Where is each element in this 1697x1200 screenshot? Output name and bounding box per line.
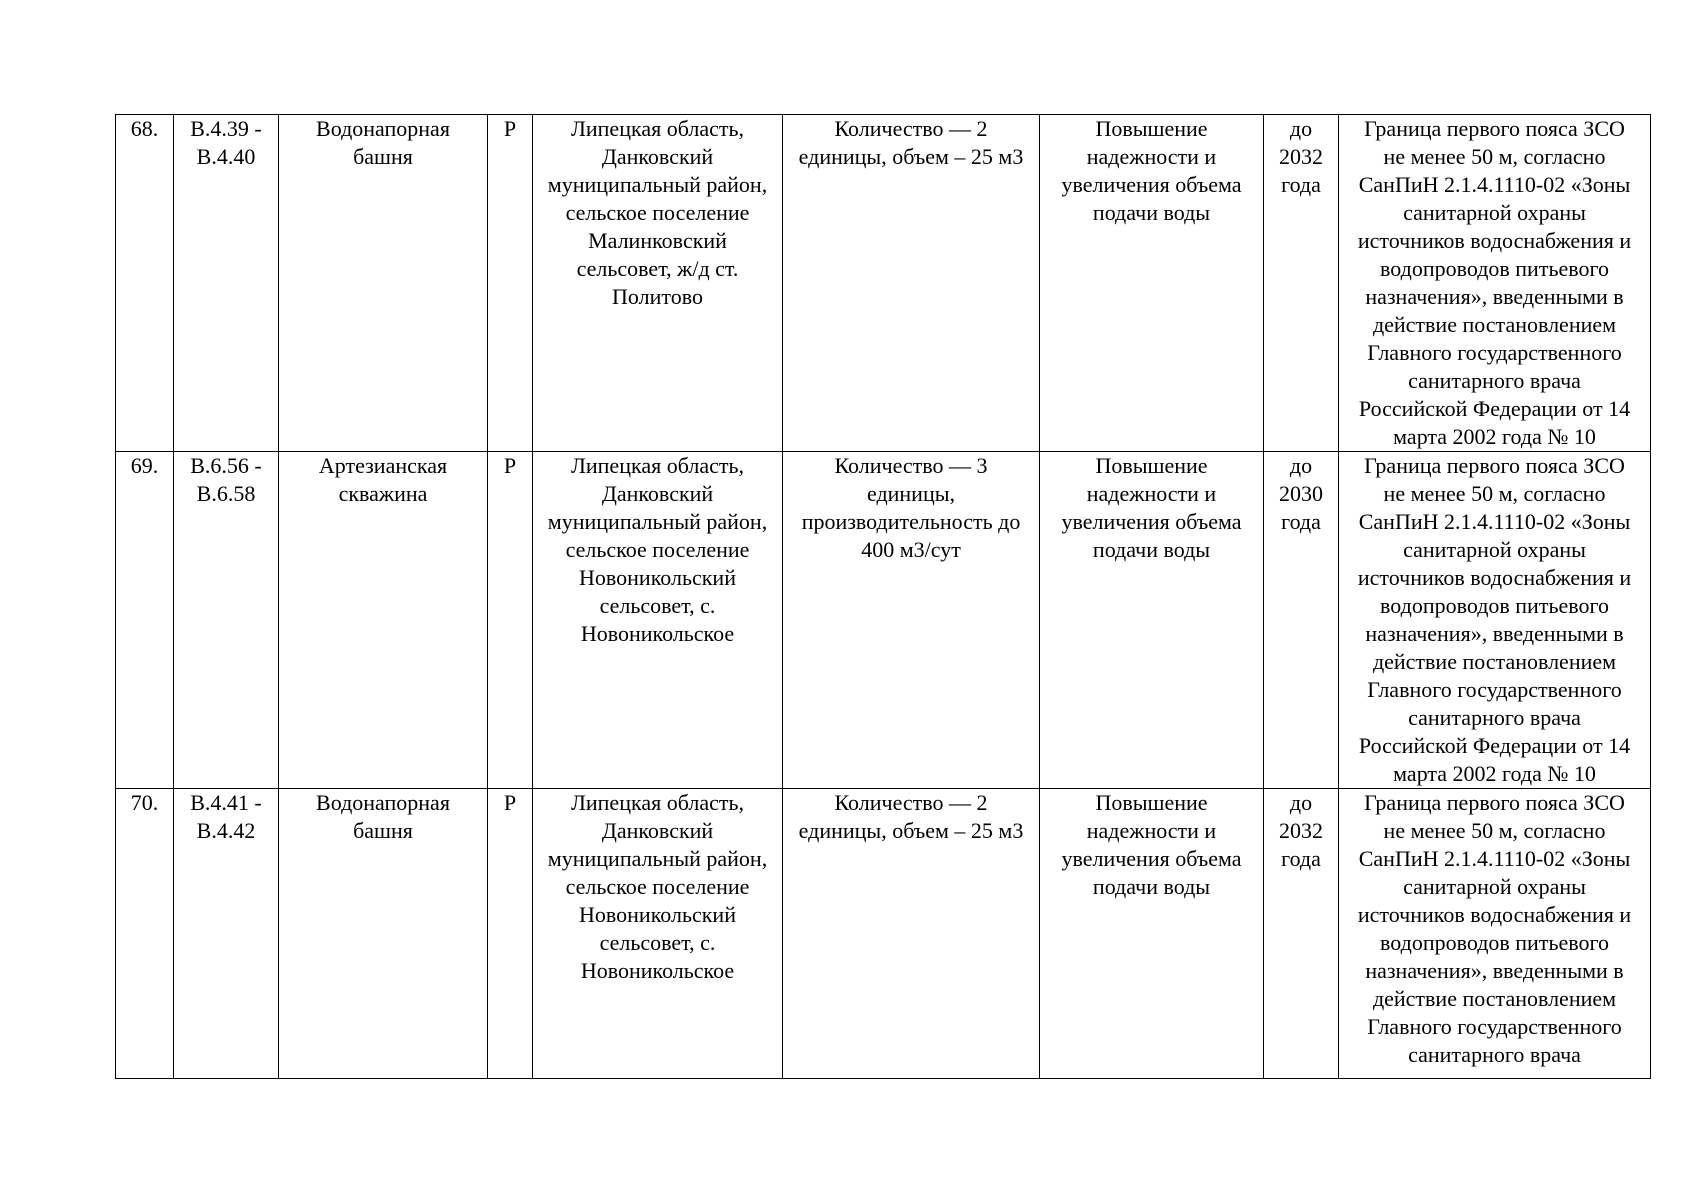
term-line: до (1289, 453, 1313, 478)
object-name-cell (279, 115, 488, 452)
purpose-line: увеличения объема (1061, 509, 1242, 534)
zone-line: назначения», введенными в (1365, 284, 1624, 309)
location-line: Политово (612, 284, 703, 309)
purpose-line: надежности и (1086, 481, 1217, 506)
location-line: Липецкая область, (570, 116, 745, 141)
purpose-line: подачи воды (1092, 200, 1211, 225)
location-line: Липецкая область, (570, 790, 745, 815)
characteristics-line: единицы, объем – 25 м3 (798, 818, 1024, 843)
zone-line: источников водоснабжения и (1357, 565, 1632, 590)
location-line: сельское поселение (565, 874, 750, 899)
object-name-line: башня (353, 144, 413, 169)
object-code-line: В.4.42 (196, 818, 256, 843)
row-number-cell (116, 452, 174, 789)
row-number-text: 68. (130, 116, 159, 141)
zone-line: водопроводов питьевого (1380, 256, 1609, 281)
object-code-cell (174, 789, 279, 1079)
location-line: муниципальный район, (547, 509, 768, 534)
location-line: Данковский (601, 818, 714, 843)
term-line: 2032 (1279, 818, 1323, 843)
object-name-line: Водонапорная (316, 790, 450, 815)
location-line: сельсовет, с. (599, 593, 716, 618)
purpose-cell (1040, 452, 1264, 789)
zone-line: источников водоснабжения и (1357, 902, 1632, 927)
zone-line: СанПиН 2.1.4.1110-02 «Зоны (1358, 509, 1631, 534)
term-line: года (1281, 509, 1321, 534)
table-row (116, 789, 1651, 1079)
status-text: Р (503, 116, 517, 141)
purpose-line: подачи воды (1092, 537, 1211, 562)
zone-line: Граница первого пояса ЗСО (1364, 790, 1625, 815)
zone-line: водопроводов питьевого (1380, 930, 1609, 955)
location-line: Данковский (601, 481, 714, 506)
location-line: муниципальный район, (547, 172, 768, 197)
term-line: до (1289, 116, 1313, 141)
object-name-line: скважина (338, 481, 428, 506)
zone-line: не менее 50 м, согласно (1383, 818, 1606, 843)
zone-line: не менее 50 м, согласно (1383, 144, 1606, 169)
zone-line: не менее 50 м, согласно (1383, 481, 1606, 506)
object-name-line: Водонапорная (316, 116, 450, 141)
table-row (116, 452, 1651, 789)
location-line: сельское поселение (565, 200, 750, 225)
zone-cell (1339, 789, 1651, 1079)
row-number-text: 69. (130, 453, 159, 478)
zone-line: водопроводов питьевого (1380, 593, 1609, 618)
location-line: Липецкая область, (570, 453, 745, 478)
term-cell (1264, 789, 1339, 1079)
location-line: муниципальный район, (547, 846, 768, 871)
location-line: сельское поселение (565, 537, 750, 562)
location-cell (533, 115, 783, 452)
purpose-cell (1040, 789, 1264, 1079)
characteristics-line: единицы, (866, 481, 956, 506)
location-line: Новоникольский (579, 565, 736, 590)
zone-line: Граница первого пояса ЗСО (1364, 116, 1625, 141)
object-name-cell (279, 452, 488, 789)
objects-table (115, 114, 1651, 1079)
object-code-line: В.4.41 - (190, 790, 262, 815)
characteristics-line: Количество — 2 (834, 790, 988, 815)
zone-line: Главного государственного (1367, 1014, 1622, 1039)
characteristics-cell (783, 452, 1040, 789)
term-cell (1264, 115, 1339, 452)
zone-line: санитарного врача (1408, 1042, 1581, 1067)
purpose-line: Повышение (1095, 790, 1208, 815)
object-code-line: В.4.40 (196, 144, 256, 169)
zone-cell (1339, 452, 1651, 789)
zone-line: санитарного врача (1408, 705, 1581, 730)
location-line: Малинковский (588, 228, 727, 253)
purpose-line: надежности и (1086, 818, 1217, 843)
location-line: Новоникольский (579, 902, 736, 927)
location-line: Новоникольское (580, 621, 735, 646)
term-cell (1264, 452, 1339, 789)
zone-line: действие постановлением (1372, 986, 1617, 1011)
object-name-cell (279, 789, 488, 1079)
zone-line: Главного государственного (1367, 677, 1622, 702)
status-cell (488, 789, 533, 1079)
location-line: сельсовет, ж/д ст. (576, 256, 739, 281)
purpose-line: надежности и (1086, 144, 1217, 169)
row-number-cell (116, 789, 174, 1079)
zone-line: Российской Федерации от 14 (1358, 733, 1631, 758)
zone-line: Главного государственного (1367, 340, 1622, 365)
zone-line: Граница первого пояса ЗСО (1364, 453, 1625, 478)
object-name-line: Артезианская (318, 453, 448, 478)
zone-line: марта 2002 года № 10 (1393, 424, 1596, 449)
characteristics-line: Количество — 3 (834, 453, 988, 478)
zone-cell (1339, 115, 1651, 452)
zone-line: санитарной охраны (1403, 537, 1586, 562)
location-cell (533, 452, 783, 789)
zone-line: марта 2002 года № 10 (1393, 761, 1596, 786)
status-cell (488, 452, 533, 789)
zone-line: источников водоснабжения и (1357, 228, 1632, 253)
status-text: Р (503, 453, 517, 478)
status-text: Р (503, 790, 517, 815)
purpose-line: Повышение (1095, 453, 1208, 478)
row-number-text: 70. (130, 790, 159, 815)
zone-line: назначения», введенными в (1365, 621, 1624, 646)
characteristics-cell (783, 789, 1040, 1079)
zone-line: действие постановлением (1372, 649, 1617, 674)
object-name-line: башня (353, 818, 413, 843)
table-body (116, 115, 1651, 1079)
object-code-line: В.6.56 - (190, 453, 262, 478)
purpose-line: увеличения объема (1061, 846, 1242, 871)
purpose-line: увеличения объема (1061, 172, 1242, 197)
purpose-line: подачи воды (1092, 874, 1211, 899)
term-line: года (1281, 846, 1321, 871)
location-line: Новоникольское (580, 958, 735, 983)
location-line: Данковский (601, 144, 714, 169)
zone-line: действие постановлением (1372, 312, 1617, 337)
characteristics-line: производительность до (801, 509, 1021, 534)
zone-line: санитарной охраны (1403, 200, 1586, 225)
location-cell (533, 789, 783, 1079)
row-number-cell (116, 115, 174, 452)
object-code-cell (174, 452, 279, 789)
term-line: 2032 (1279, 144, 1323, 169)
object-code-line: В.6.58 (196, 481, 256, 506)
object-code-cell (174, 115, 279, 452)
status-cell (488, 115, 533, 452)
characteristics-line: единицы, объем – 25 м3 (798, 144, 1024, 169)
zone-line: СанПиН 2.1.4.1110-02 «Зоны (1358, 172, 1631, 197)
term-line: до (1289, 790, 1313, 815)
characteristics-cell (783, 115, 1040, 452)
purpose-cell (1040, 115, 1264, 452)
purpose-line: Повышение (1095, 116, 1208, 141)
term-line: 2030 (1279, 481, 1323, 506)
location-line: сельсовет, с. (599, 930, 716, 955)
zone-line: СанПиН 2.1.4.1110-02 «Зоны (1358, 846, 1631, 871)
zone-line: Российской Федерации от 14 (1358, 396, 1631, 421)
characteristics-line: 400 м3/сут (861, 537, 961, 562)
term-line: года (1281, 172, 1321, 197)
zone-line: санитарного врача (1408, 368, 1581, 393)
object-code-line: В.4.39 - (190, 116, 262, 141)
table-row (116, 115, 1651, 452)
characteristics-line: Количество — 2 (834, 116, 988, 141)
zone-line: назначения», введенными в (1365, 958, 1624, 983)
zone-line: санитарной охраны (1403, 874, 1586, 899)
